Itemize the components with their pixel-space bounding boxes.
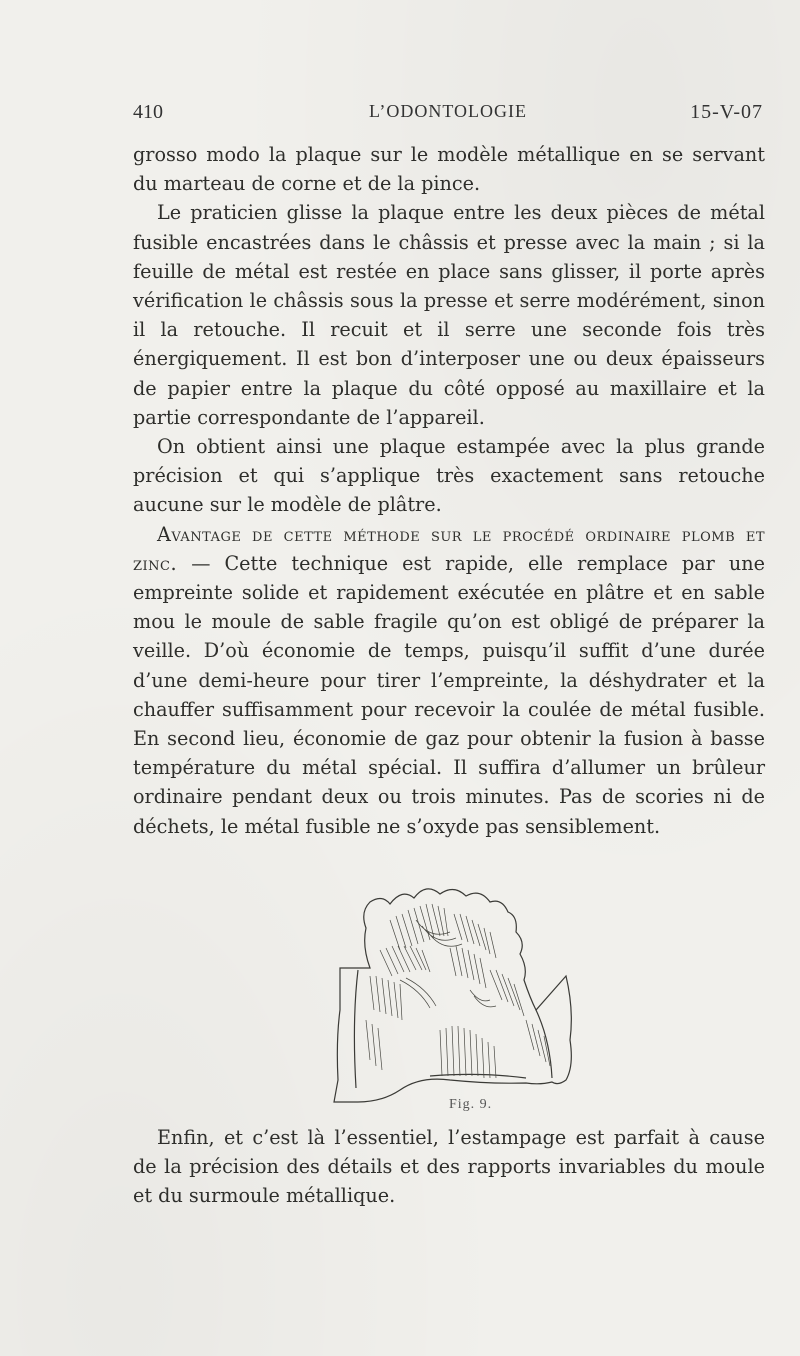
- figure-dental-plate: [330, 880, 580, 1115]
- paragraph-avantage: [133, 520, 765, 841]
- paragraph-praticien: Le praticien glisse la plaque entre les deux pièces de métal fusible encastrées dans le châssis et presse avec la main ; si la feuille de métal est restée en place sans glisser, il porte après vérification le châssis sous la presse et serre modérément, sinon il la retouche. Il recuit et il serre une seconde fois très énergiquement. Il est bon d’interposer une ou deux épaisseurs de papier entre la plaque du côté opposé au maxillaire et la partie correspondante de l’appareil.: [133, 201, 765, 429]
- paragraph-continuation: grosso modo la plaque sur le modèle métallique en se servant du marteau de corne et de la pince.: [133, 143, 765, 196]
- paragraph-resultat: On obtient ainsi une plaque estampée avec la plus grande précision et qui s’applique très exactement sans retouche aucune sur le modèle de plâtre.: [133, 435, 765, 517]
- plate-ridge-left: [354, 970, 358, 1088]
- issue-date: 15-V-07: [690, 101, 763, 123]
- paragraph-avantage-text: — Cette technique est rapide, elle remplace par une empreinte solide et rapidement exécutée en plâtre et en sable mou le moule de sable fragile qu’on est obligé de préparer la veille. D’où économie de temps, puisqu’il suffit d’une durée d’une demi-heure pour tirer l’empreinte, la déshydrater et la chauffer suffisamment pour recevoir la coulée de métal fusible. En second lieu, économie de gaz pour obtenir la fusion à basse température du métal spécial. Il suffira d’allumer un brûleur ordinaire pendant deux ou trois minutes. Pas de scories ni de déchets, le métal fusible ne s’oxyde pas sensiblement.: [133, 551, 765, 838]
- running-head: [133, 101, 763, 129]
- plate-outline: [334, 889, 571, 1102]
- closing-text: [133, 1123, 765, 1211]
- stamped-dental-plate-illustration: [330, 880, 580, 1115]
- hatching: [366, 904, 550, 1078]
- journal-title: L’ODONTOLOGIE: [369, 101, 527, 121]
- page-number: 410: [133, 101, 163, 123]
- body-text: [133, 140, 765, 841]
- plate-ridge-right: [536, 1010, 552, 1078]
- section-heading: Avantage de cette méthode sur le procédé ordinaire plomb et zinc.: [133, 522, 765, 575]
- figure-caption: Fig. 9.: [449, 1097, 493, 1112]
- paragraph-conclusion: Enfin, et c’est là l’essentiel, l’estampage est parfait à cause de la précision des détails et des rapports invariables du moule et du surmoule métallique.: [133, 1126, 765, 1208]
